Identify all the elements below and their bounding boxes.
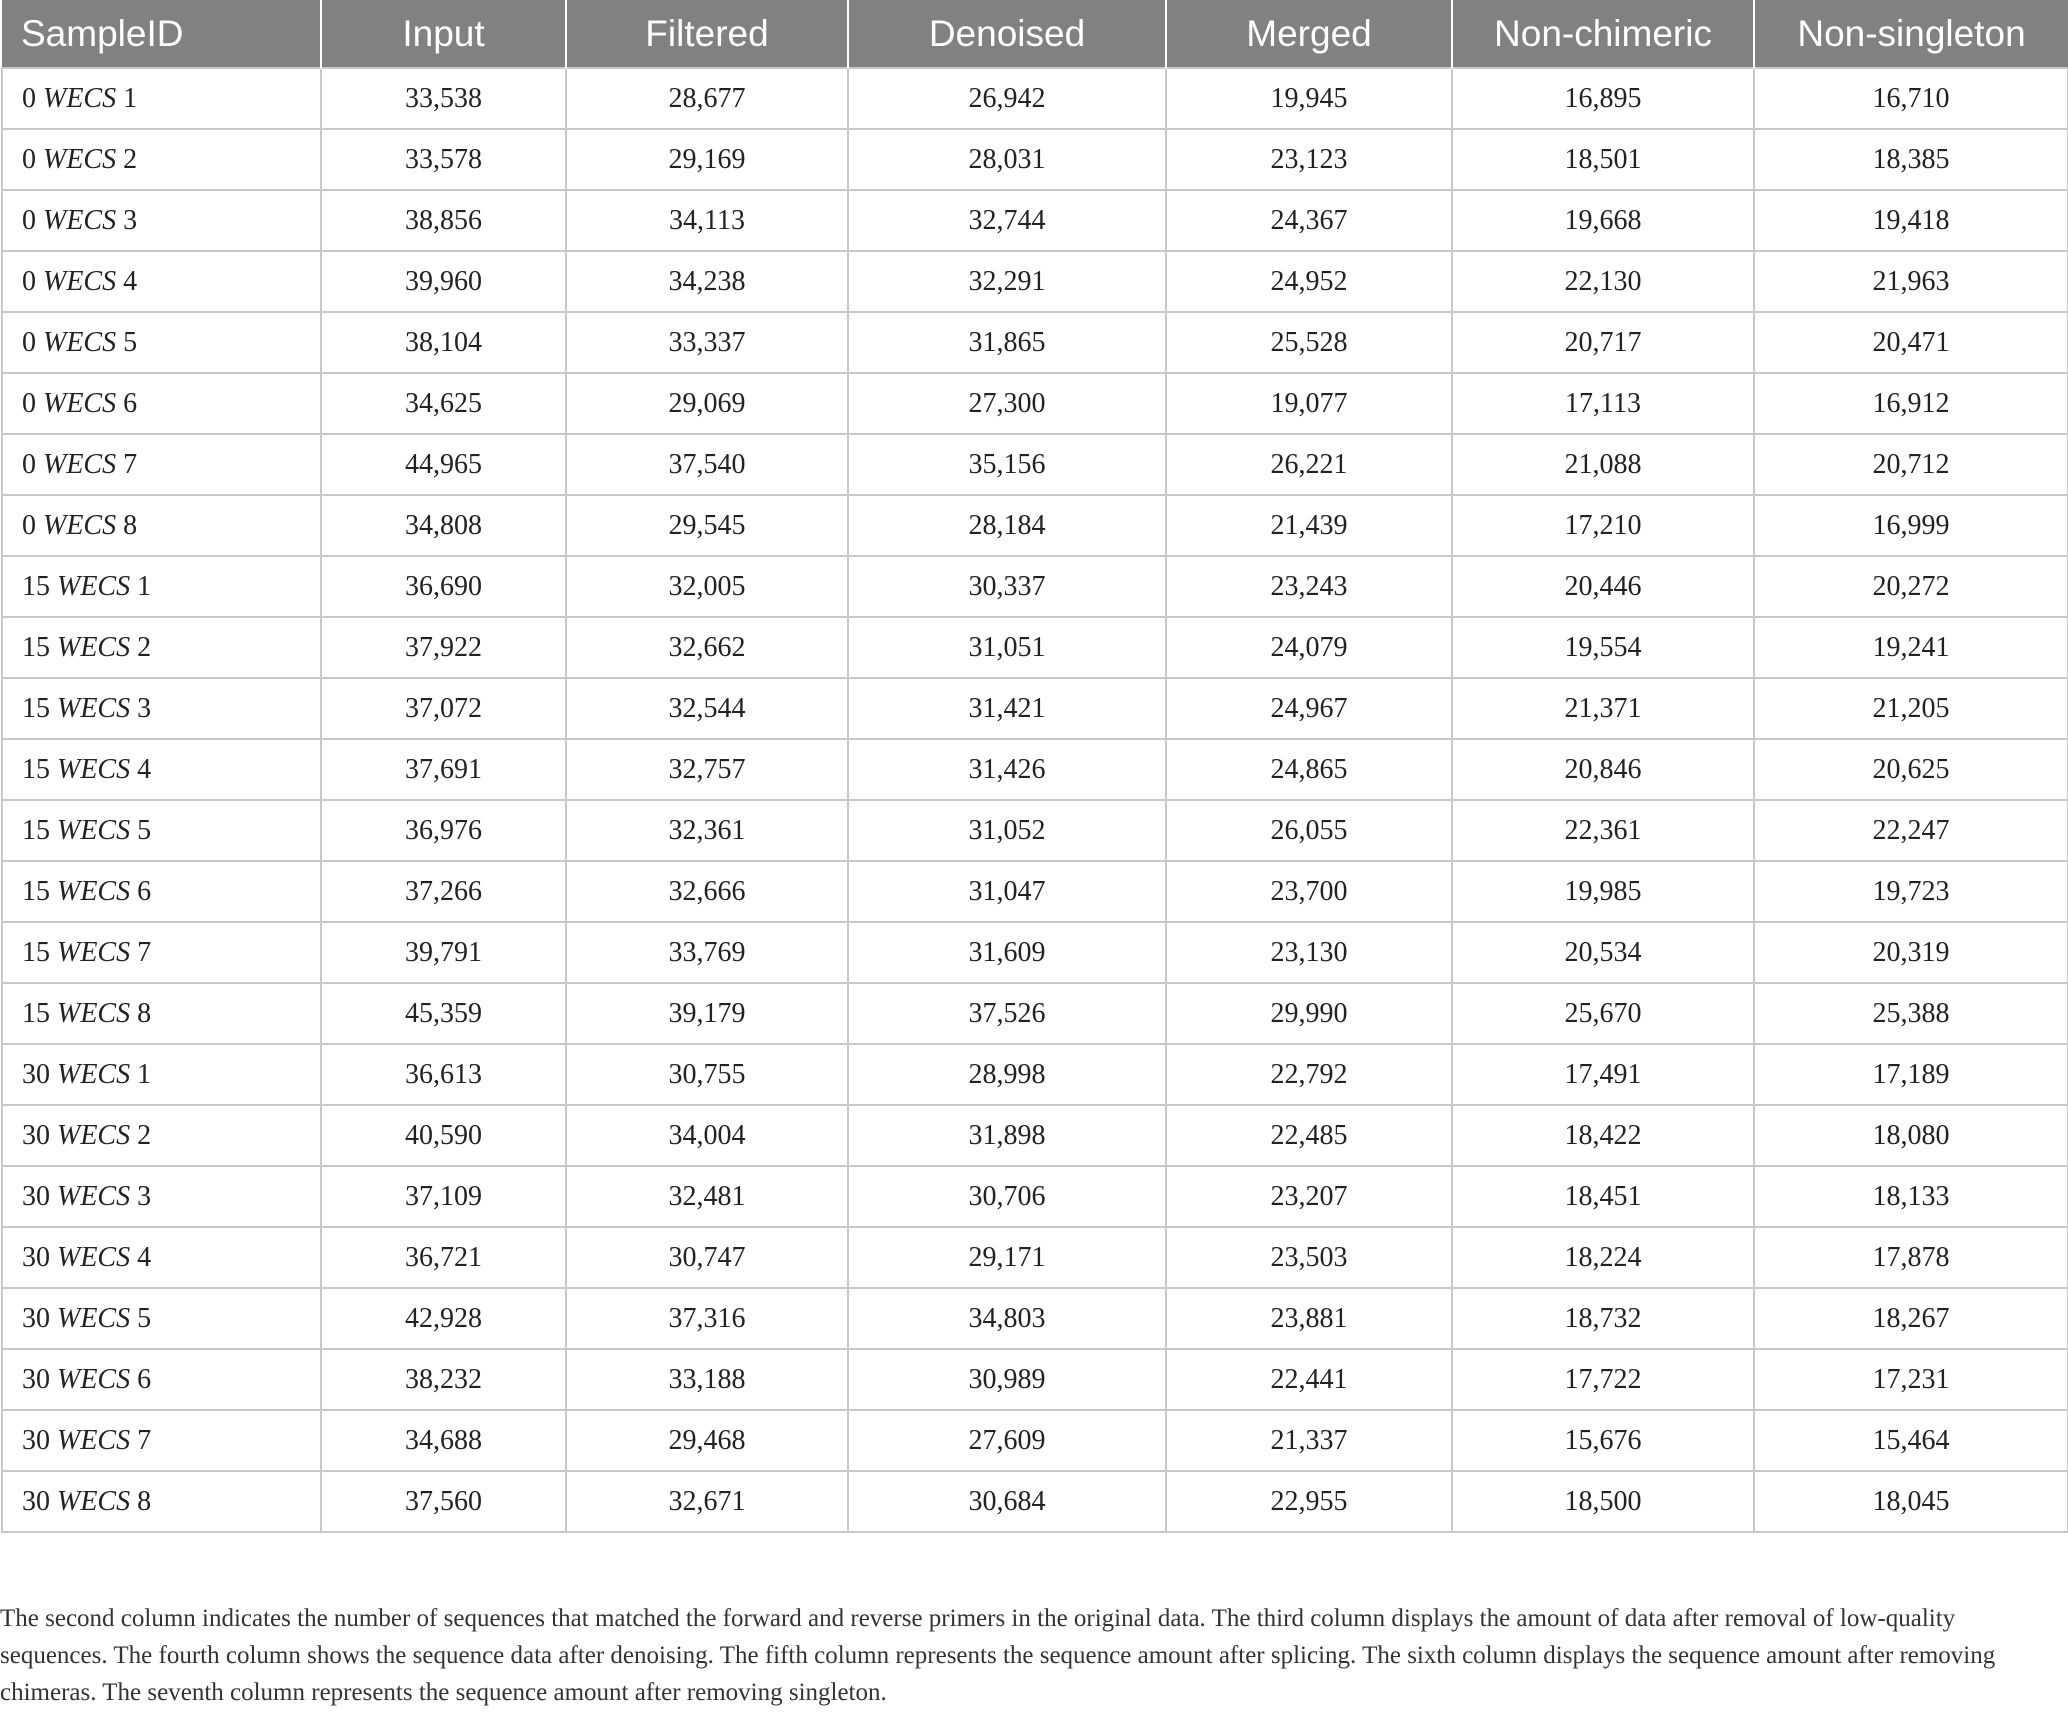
value-cell: 21,205 — [1754, 678, 2068, 739]
value-cell: 29,169 — [566, 129, 848, 190]
table-row — [2, 983, 2068, 1044]
table-header — [2, 0, 2068, 68]
sample-id-cell — [2, 373, 321, 434]
value-cell: 36,690 — [321, 556, 566, 617]
value-cell: 19,723 — [1754, 861, 2068, 922]
sample-tag: WECS — [43, 265, 117, 297]
value-cell: 18,133 — [1754, 1166, 2068, 1227]
value-cell: 19,985 — [1452, 861, 1754, 922]
value-cell: 18,045 — [1754, 1471, 2068, 1532]
column-header-input: Input — [321, 0, 566, 68]
value-cell: 32,662 — [566, 617, 848, 678]
sample-replicate: 5 — [123, 326, 138, 358]
value-cell: 34,803 — [848, 1288, 1166, 1349]
value-cell: 24,367 — [1166, 190, 1452, 251]
value-cell: 37,560 — [321, 1471, 566, 1532]
value-cell: 18,267 — [1754, 1288, 2068, 1349]
value-cell: 20,846 — [1452, 739, 1754, 800]
value-cell: 36,613 — [321, 1044, 566, 1105]
sample-tag: WECS — [43, 143, 117, 175]
value-cell: 23,130 — [1166, 922, 1452, 983]
value-cell: 32,671 — [566, 1471, 848, 1532]
sample-tag: WECS — [43, 387, 117, 419]
sample-id-cell — [2, 434, 321, 495]
sample-group: 0 — [22, 448, 36, 480]
sample-tag: WECS — [43, 509, 117, 541]
sample-id-cell — [2, 800, 321, 861]
sample-group: 15 — [22, 814, 50, 846]
sample-tag: WECS — [43, 326, 117, 358]
value-cell: 40,590 — [321, 1105, 566, 1166]
value-cell: 19,418 — [1754, 190, 2068, 251]
sample-id-cell — [2, 129, 321, 190]
value-cell: 22,792 — [1166, 1044, 1452, 1105]
value-cell: 37,072 — [321, 678, 566, 739]
sample-group: 0 — [22, 326, 36, 358]
value-cell: 25,670 — [1452, 983, 1754, 1044]
sample-replicate: 6 — [137, 1363, 152, 1395]
value-cell: 30,747 — [566, 1227, 848, 1288]
sample-replicate: 5 — [137, 814, 152, 846]
column-header-non-singleton: Non-singleton — [1754, 0, 2068, 68]
sample-tag: WECS — [57, 631, 131, 663]
table-row — [2, 251, 2068, 312]
sample-id-cell — [2, 983, 321, 1044]
value-cell: 22,955 — [1166, 1471, 1452, 1532]
sample-tag: WECS — [57, 997, 131, 1029]
value-cell: 33,769 — [566, 922, 848, 983]
sample-replicate: 2 — [137, 1119, 152, 1151]
value-cell: 31,898 — [848, 1105, 1166, 1166]
sample-tag: WECS — [57, 1241, 131, 1273]
sample-group: 0 — [22, 387, 36, 419]
sample-group: 0 — [22, 509, 36, 541]
value-cell: 23,700 — [1166, 861, 1452, 922]
sample-id-cell — [2, 861, 321, 922]
value-cell: 37,540 — [566, 434, 848, 495]
value-cell: 19,241 — [1754, 617, 2068, 678]
value-cell: 23,243 — [1166, 556, 1452, 617]
column-header-merged: Merged — [1166, 0, 1452, 68]
column-header-filtered: Filtered — [566, 0, 848, 68]
sample-group: 15 — [22, 875, 50, 907]
table-row — [2, 129, 2068, 190]
sample-group: 30 — [22, 1180, 50, 1212]
sample-id-cell — [2, 68, 321, 129]
sample-tag: WECS — [57, 753, 131, 785]
sample-id-cell — [2, 312, 321, 373]
value-cell: 19,554 — [1452, 617, 1754, 678]
value-cell: 18,422 — [1452, 1105, 1754, 1166]
sample-tag: WECS — [57, 936, 131, 968]
value-cell: 33,188 — [566, 1349, 848, 1410]
value-cell: 17,113 — [1452, 373, 1754, 434]
value-cell: 18,385 — [1754, 129, 2068, 190]
sample-tag: WECS — [57, 814, 131, 846]
sample-replicate: 8 — [123, 509, 138, 541]
value-cell: 37,266 — [321, 861, 566, 922]
sample-replicate: 3 — [123, 204, 138, 236]
value-cell: 39,960 — [321, 251, 566, 312]
value-cell: 34,113 — [566, 190, 848, 251]
sample-tag: WECS — [57, 1058, 131, 1090]
value-cell: 26,221 — [1166, 434, 1452, 495]
value-cell: 33,538 — [321, 68, 566, 129]
value-cell: 34,238 — [566, 251, 848, 312]
sample-group: 0 — [22, 204, 36, 236]
value-cell: 32,757 — [566, 739, 848, 800]
sample-tag: WECS — [57, 1302, 131, 1334]
table-row — [2, 1410, 2068, 1471]
value-cell: 39,179 — [566, 983, 848, 1044]
value-cell: 17,231 — [1754, 1349, 2068, 1410]
sample-replicate: 6 — [137, 875, 152, 907]
value-cell: 30,337 — [848, 556, 1166, 617]
sample-replicate: 4 — [137, 1241, 152, 1273]
value-cell: 17,878 — [1754, 1227, 2068, 1288]
value-cell: 17,722 — [1452, 1349, 1754, 1410]
value-cell: 17,210 — [1452, 495, 1754, 556]
sample-group: 0 — [22, 265, 36, 297]
value-cell: 16,895 — [1452, 68, 1754, 129]
sample-group: 15 — [22, 692, 50, 724]
table-row — [2, 495, 2068, 556]
value-cell: 37,691 — [321, 739, 566, 800]
value-cell: 38,104 — [321, 312, 566, 373]
value-cell: 20,446 — [1452, 556, 1754, 617]
value-cell: 28,184 — [848, 495, 1166, 556]
value-cell: 20,272 — [1754, 556, 2068, 617]
value-cell: 19,668 — [1452, 190, 1754, 251]
table-row — [2, 922, 2068, 983]
sample-id-cell — [2, 1410, 321, 1471]
sample-replicate: 8 — [137, 1485, 152, 1517]
table-body — [2, 68, 2068, 1532]
value-cell: 24,952 — [1166, 251, 1452, 312]
value-cell: 33,337 — [566, 312, 848, 373]
sample-id-cell — [2, 678, 321, 739]
value-cell: 34,625 — [321, 373, 566, 434]
value-cell: 19,077 — [1166, 373, 1452, 434]
table-row — [2, 556, 2068, 617]
value-cell: 27,609 — [848, 1410, 1166, 1471]
sample-replicate: 8 — [137, 997, 152, 1029]
value-cell: 29,990 — [1166, 983, 1452, 1044]
value-cell: 31,052 — [848, 800, 1166, 861]
sample-group: 15 — [22, 570, 50, 602]
sample-id-cell — [2, 1105, 321, 1166]
value-cell: 16,710 — [1754, 68, 2068, 129]
sample-group: 30 — [22, 1119, 50, 1151]
sample-tag: WECS — [57, 1363, 131, 1395]
value-cell: 32,005 — [566, 556, 848, 617]
value-cell: 28,031 — [848, 129, 1166, 190]
sample-tag: WECS — [57, 1119, 131, 1151]
sample-id-cell — [2, 1166, 321, 1227]
value-cell: 28,677 — [566, 68, 848, 129]
value-cell: 24,079 — [1166, 617, 1452, 678]
value-cell: 16,912 — [1754, 373, 2068, 434]
value-cell: 33,578 — [321, 129, 566, 190]
sample-replicate: 6 — [123, 387, 138, 419]
value-cell: 21,088 — [1452, 434, 1754, 495]
value-cell: 39,791 — [321, 922, 566, 983]
table-row — [2, 1349, 2068, 1410]
table-row — [2, 1471, 2068, 1532]
sample-group: 15 — [22, 997, 50, 1029]
sample-id-cell — [2, 1349, 321, 1410]
value-cell: 31,047 — [848, 861, 1166, 922]
value-cell: 19,945 — [1166, 68, 1452, 129]
sample-replicate: 5 — [137, 1302, 152, 1334]
sample-tag: WECS — [57, 1485, 131, 1517]
sample-group: 0 — [22, 143, 36, 175]
value-cell: 18,500 — [1452, 1471, 1754, 1532]
value-cell: 37,922 — [321, 617, 566, 678]
sample-tag: WECS — [57, 570, 131, 602]
sample-id-cell — [2, 190, 321, 251]
table-row — [2, 190, 2068, 251]
sample-id-cell — [2, 1227, 321, 1288]
value-cell: 15,676 — [1452, 1410, 1754, 1471]
value-cell: 34,688 — [321, 1410, 566, 1471]
value-cell: 31,421 — [848, 678, 1166, 739]
value-cell: 20,319 — [1754, 922, 2068, 983]
table-row — [2, 861, 2068, 922]
value-cell: 37,316 — [566, 1288, 848, 1349]
table-row — [2, 1105, 2068, 1166]
value-cell: 44,965 — [321, 434, 566, 495]
value-cell: 36,976 — [321, 800, 566, 861]
value-cell: 26,942 — [848, 68, 1166, 129]
value-cell: 45,359 — [321, 983, 566, 1044]
sample-group: 30 — [22, 1363, 50, 1395]
value-cell: 22,485 — [1166, 1105, 1452, 1166]
value-cell: 16,999 — [1754, 495, 2068, 556]
sample-id-cell — [2, 1471, 321, 1532]
value-cell: 17,491 — [1452, 1044, 1754, 1105]
table-row — [2, 434, 2068, 495]
value-cell: 21,337 — [1166, 1410, 1452, 1471]
value-cell: 29,069 — [566, 373, 848, 434]
value-cell: 23,207 — [1166, 1166, 1452, 1227]
value-cell: 21,439 — [1166, 495, 1452, 556]
value-cell: 30,684 — [848, 1471, 1166, 1532]
value-cell: 17,189 — [1754, 1044, 2068, 1105]
table-row — [2, 1166, 2068, 1227]
sample-group: 15 — [22, 631, 50, 663]
sample-replicate: 2 — [123, 143, 138, 175]
sample-replicate: 1 — [137, 570, 152, 602]
table-row — [2, 1288, 2068, 1349]
value-cell: 36,721 — [321, 1227, 566, 1288]
value-cell: 18,224 — [1452, 1227, 1754, 1288]
value-cell: 21,963 — [1754, 251, 2068, 312]
column-header-sampleid: SampleID — [2, 0, 321, 68]
table-row — [2, 800, 2068, 861]
sample-replicate: 3 — [137, 692, 152, 724]
value-cell: 18,732 — [1452, 1288, 1754, 1349]
sample-group: 30 — [22, 1485, 50, 1517]
sample-id-cell — [2, 251, 321, 312]
sample-tag: WECS — [43, 204, 117, 236]
value-cell: 22,247 — [1754, 800, 2068, 861]
value-cell: 18,451 — [1452, 1166, 1754, 1227]
value-cell: 30,989 — [848, 1349, 1166, 1410]
sample-id-cell — [2, 617, 321, 678]
sample-group: 30 — [22, 1302, 50, 1334]
sample-group: 30 — [22, 1058, 50, 1090]
sample-group: 15 — [22, 936, 50, 968]
value-cell: 31,865 — [848, 312, 1166, 373]
column-header-non-chimeric: Non-chimeric — [1452, 0, 1754, 68]
sample-group: 0 — [22, 82, 36, 114]
sample-group: 15 — [22, 753, 50, 785]
value-cell: 32,666 — [566, 861, 848, 922]
value-cell: 21,371 — [1452, 678, 1754, 739]
value-cell: 34,004 — [566, 1105, 848, 1166]
sample-id-cell — [2, 495, 321, 556]
value-cell: 28,998 — [848, 1044, 1166, 1105]
value-cell: 35,156 — [848, 434, 1166, 495]
table-footnote: The second column indicates the number of sequences that matched the forward and reverse primers in the original data. The third column displays the amount of data after removal of low-quality sequences. The fourth column shows the sequence data after denoising. The fifth column represents the sequence amount after splicing. The sixth column displays the sequence amount after removing chimeras. The seventh column represents the sequence amount after removing singleton. — [0, 1605, 1996, 1706]
value-cell: 42,928 — [321, 1288, 566, 1349]
sample-replicate: 7 — [137, 1424, 152, 1456]
sample-replicate: 4 — [123, 265, 138, 297]
value-cell: 37,109 — [321, 1166, 566, 1227]
sample-group: 30 — [22, 1424, 50, 1456]
value-cell: 23,503 — [1166, 1227, 1452, 1288]
value-cell: 22,130 — [1452, 251, 1754, 312]
value-cell: 22,441 — [1166, 1349, 1452, 1410]
column-header-denoised: Denoised — [848, 0, 1166, 68]
value-cell: 32,361 — [566, 800, 848, 861]
sample-tag: WECS — [57, 1180, 131, 1212]
value-cell: 18,501 — [1452, 129, 1754, 190]
value-cell: 22,361 — [1452, 800, 1754, 861]
value-cell: 25,528 — [1166, 312, 1452, 373]
table-row — [2, 312, 2068, 373]
sample-replicate: 1 — [137, 1058, 152, 1090]
value-cell: 29,171 — [848, 1227, 1166, 1288]
value-cell: 23,881 — [1166, 1288, 1452, 1349]
value-cell: 31,609 — [848, 922, 1166, 983]
value-cell: 32,291 — [848, 251, 1166, 312]
value-cell: 31,426 — [848, 739, 1166, 800]
value-cell: 26,055 — [1166, 800, 1452, 861]
sample-tag: WECS — [43, 82, 117, 114]
value-cell: 20,534 — [1452, 922, 1754, 983]
sample-id-cell — [2, 1044, 321, 1105]
table-row — [2, 739, 2068, 800]
sample-id-cell — [2, 739, 321, 800]
sample-tag: WECS — [43, 448, 117, 480]
value-cell: 20,717 — [1452, 312, 1754, 373]
value-cell: 25,388 — [1754, 983, 2068, 1044]
sample-tag: WECS — [57, 1424, 131, 1456]
value-cell: 23,123 — [1166, 129, 1452, 190]
sample-replicate: 3 — [137, 1180, 152, 1212]
value-cell: 30,706 — [848, 1166, 1166, 1227]
sample-replicate: 7 — [137, 936, 152, 968]
table-row — [2, 373, 2068, 434]
value-cell: 34,808 — [321, 495, 566, 556]
table-row — [2, 617, 2068, 678]
value-cell: 29,545 — [566, 495, 848, 556]
table-row — [2, 678, 2068, 739]
sample-tag: WECS — [57, 692, 131, 724]
sequence-count-table — [1, 0, 2068, 1533]
value-cell: 32,744 — [848, 190, 1166, 251]
value-cell: 20,712 — [1754, 434, 2068, 495]
value-cell: 38,856 — [321, 190, 566, 251]
sample-id-cell — [2, 1288, 321, 1349]
value-cell: 24,967 — [1166, 678, 1452, 739]
value-cell: 31,051 — [848, 617, 1166, 678]
sample-replicate: 4 — [137, 753, 152, 785]
sample-tag: WECS — [57, 875, 131, 907]
value-cell: 29,468 — [566, 1410, 848, 1471]
sample-group: 30 — [22, 1241, 50, 1273]
value-cell: 20,625 — [1754, 739, 2068, 800]
sample-id-cell — [2, 922, 321, 983]
table-row — [2, 68, 2068, 129]
value-cell: 32,544 — [566, 678, 848, 739]
value-cell: 37,526 — [848, 983, 1166, 1044]
value-cell: 20,471 — [1754, 312, 2068, 373]
sample-replicate: 2 — [137, 631, 152, 663]
sample-id-cell — [2, 556, 321, 617]
sample-replicate: 7 — [123, 448, 138, 480]
table-row — [2, 1044, 2068, 1105]
value-cell: 18,080 — [1754, 1105, 2068, 1166]
table-row — [2, 1227, 2068, 1288]
value-cell: 24,865 — [1166, 739, 1452, 800]
value-cell: 30,755 — [566, 1044, 848, 1105]
value-cell: 32,481 — [566, 1166, 848, 1227]
value-cell: 38,232 — [321, 1349, 566, 1410]
value-cell: 27,300 — [848, 373, 1166, 434]
value-cell: 15,464 — [1754, 1410, 2068, 1471]
header-row — [2, 0, 2068, 68]
sample-replicate: 1 — [123, 82, 138, 114]
